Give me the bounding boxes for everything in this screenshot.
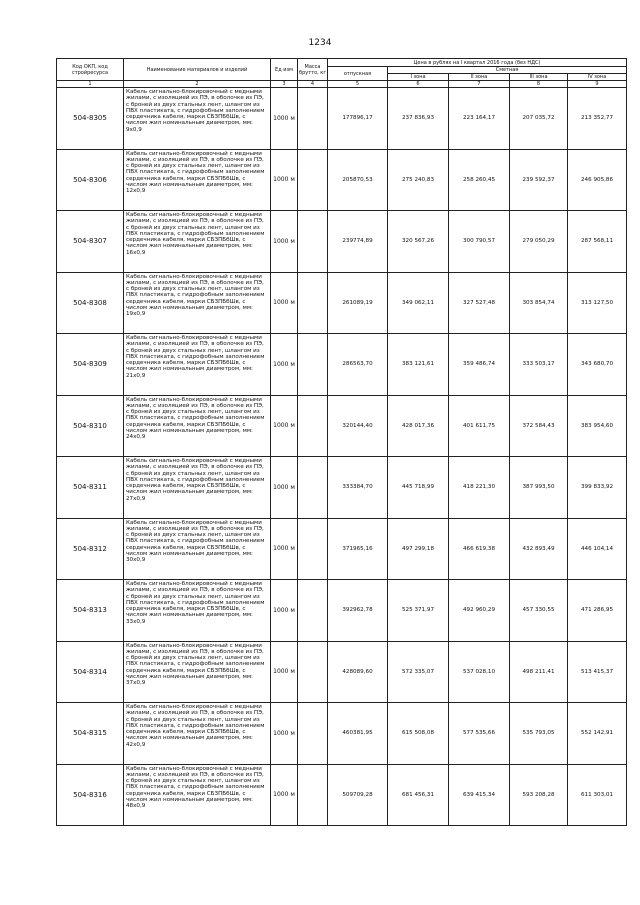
header-price-group: Цена в рублях на I квартал 2016 года (без НДС) bbox=[328, 59, 627, 67]
row-unit: 1000 м bbox=[271, 88, 298, 150]
row-unit: 1000 м bbox=[271, 149, 298, 211]
table-row bbox=[57, 88, 627, 150]
row-code: 504-8307 bbox=[57, 211, 124, 273]
row-mass bbox=[298, 580, 328, 642]
row-mass bbox=[298, 88, 328, 150]
col-number: 9 bbox=[568, 81, 627, 88]
table-row bbox=[57, 149, 627, 211]
col-number: 6 bbox=[388, 81, 449, 88]
table-row bbox=[57, 764, 627, 826]
row-name: Кабель сигнально-блокировочный с медными жилами, с изоляцией из ПЭ, в оболочке из ПЭ, с броней из двух стальных лент, шлангом из ПВХ пластиката, с гидрофобным заполнением сердечника кабеля, марки СБЗПБбШв, с числом жил номинальным диаметром, мм: 24х0,9 bbox=[124, 395, 271, 457]
row-code: 504-8316 bbox=[57, 764, 124, 826]
row-mass bbox=[298, 641, 328, 703]
row-name: Кабель сигнально-блокировочный с медными жилами, с изоляцией из ПЭ, в оболочке из ПЭ, с броней из двух стальных лент, шлангом из ПВХ пластиката, с гидрофобным заполнением сердечника кабеля, марки СБЗПБбШв, с числом жил номинальным диаметром, мм: 48х0,9 bbox=[124, 764, 271, 826]
col-number: 1 bbox=[57, 81, 124, 88]
row-release-price: 286563,70 bbox=[328, 334, 388, 396]
row-zone-2-price: 300 790,57 bbox=[449, 211, 510, 273]
row-code: 504-8309 bbox=[57, 334, 124, 396]
row-release-price: 320144,40 bbox=[328, 395, 388, 457]
row-zone-1-price: 525 371,97 bbox=[388, 580, 449, 642]
header-zone-4: IV зона bbox=[568, 74, 627, 81]
header-zone-3: III зона bbox=[510, 74, 568, 81]
row-zone-3-price: 279 050,29 bbox=[510, 211, 568, 273]
row-zone-3-price: 303 854,74 bbox=[510, 272, 568, 334]
row-mass bbox=[298, 457, 328, 519]
row-zone-4-price: 471 286,95 bbox=[568, 580, 627, 642]
row-zone-2-price: 418 221,30 bbox=[449, 457, 510, 519]
row-name: Кабель сигнально-блокировочный с медными жилами, с изоляцией из ПЭ, в оболочке из ПЭ, с броней из двух стальных лент, шлангом из ПВХ пластиката, с гидрофобным заполнением сердечника кабеля, марки СБЗПБбШв, с числом жил номинальным диаметром, мм: 19х0,9 bbox=[124, 272, 271, 334]
row-zone-3-price: 432 893,49 bbox=[510, 518, 568, 580]
row-zone-1-price: 497 299,18 bbox=[388, 518, 449, 580]
row-mass bbox=[298, 272, 328, 334]
row-zone-1-price: 572 335,07 bbox=[388, 641, 449, 703]
table-row bbox=[57, 703, 627, 765]
row-zone-3-price: 207 035,72 bbox=[510, 88, 568, 150]
row-code: 504-8315 bbox=[57, 703, 124, 765]
row-name: Кабель сигнально-блокировочный с медными жилами, с изоляцией из ПЭ, в оболочке из ПЭ, с броней из двух стальных лент, шлангом из ПВХ пластиката, с гидрофобным заполнением сердечника кабеля, марки СБЗПБбШв, с числом жил номинальным диаметром, мм: 12х0,9 bbox=[124, 149, 271, 211]
header-zone-2: II зона bbox=[449, 74, 510, 81]
row-zone-3-price: 372 584,43 bbox=[510, 395, 568, 457]
column-numbers-row bbox=[57, 81, 627, 88]
row-unit: 1000 м bbox=[271, 457, 298, 519]
row-zone-4-price: 246 905,86 bbox=[568, 149, 627, 211]
row-release-price: 205870,53 bbox=[328, 149, 388, 211]
row-zone-4-price: 287 568,11 bbox=[568, 211, 627, 273]
row-code: 504-8308 bbox=[57, 272, 124, 334]
row-zone-1-price: 320 567,26 bbox=[388, 211, 449, 273]
row-zone-2-price: 466 619,38 bbox=[449, 518, 510, 580]
row-zone-4-price: 513 415,37 bbox=[568, 641, 627, 703]
row-name: Кабель сигнально-блокировочный с медными жилами, с изоляцией из ПЭ, в оболочке из ПЭ, с броней из двух стальных лент, шлангом из ПВХ пластиката, с гидрофобным заполнением сердечника кабеля, марки СБЗПБбШв, с числом жил номинальным диаметром, мм: 9х0,9 bbox=[124, 88, 271, 150]
col-number: 3 bbox=[271, 81, 298, 88]
row-zone-3-price: 593 208,28 bbox=[510, 764, 568, 826]
row-zone-1-price: 275 240,83 bbox=[388, 149, 449, 211]
row-zone-4-price: 343 680,70 bbox=[568, 334, 627, 396]
row-mass bbox=[298, 518, 328, 580]
row-name: Кабель сигнально-блокировочный с медными жилами, с изоляцией из ПЭ, в оболочке из ПЭ, с броней из двух стальных лент, шлангом из ПВХ пластиката, с гидрофобным заполнением сердечника кабеля, марки СБЗПБбШв, с числом жил номинальным диаметром, мм: 21х0,9 bbox=[124, 334, 271, 396]
row-code: 504-8312 bbox=[57, 518, 124, 580]
row-zone-2-price: 537 028,10 bbox=[449, 641, 510, 703]
row-zone-1-price: 615 508,08 bbox=[388, 703, 449, 765]
row-zone-2-price: 223 164,17 bbox=[449, 88, 510, 150]
table-row bbox=[57, 580, 627, 642]
header-unit: Ед изм bbox=[271, 59, 298, 81]
row-zone-4-price: 399 833,92 bbox=[568, 457, 627, 519]
price-table bbox=[56, 58, 627, 826]
row-zone-2-price: 401 611,75 bbox=[449, 395, 510, 457]
row-unit: 1000 м bbox=[271, 703, 298, 765]
row-zone-4-price: 611 303,01 bbox=[568, 764, 627, 826]
row-mass bbox=[298, 149, 328, 211]
row-mass bbox=[298, 395, 328, 457]
header-code: Код ОКП, код стройресурса bbox=[57, 59, 124, 81]
row-zone-1-price: 681 456,31 bbox=[388, 764, 449, 826]
row-release-price: 333384,70 bbox=[328, 457, 388, 519]
row-zone-1-price: 445 718,99 bbox=[388, 457, 449, 519]
row-unit: 1000 м bbox=[271, 518, 298, 580]
table-row bbox=[57, 395, 627, 457]
row-zone-2-price: 258 260,45 bbox=[449, 149, 510, 211]
row-unit: 1000 м bbox=[271, 580, 298, 642]
row-zone-3-price: 333 503,17 bbox=[510, 334, 568, 396]
page-number: 1234 bbox=[308, 38, 332, 48]
row-zone-4-price: 313 127,50 bbox=[568, 272, 627, 334]
row-release-price: 509709,28 bbox=[328, 764, 388, 826]
table-row bbox=[57, 334, 627, 396]
row-zone-3-price: 457 330,55 bbox=[510, 580, 568, 642]
row-zone-1-price: 428 017,36 bbox=[388, 395, 449, 457]
col-number: 2 bbox=[124, 81, 271, 88]
header-name: Наименование материалов и изделий bbox=[124, 59, 271, 81]
row-name: Кабель сигнально-блокировочный с медными жилами, с изоляцией из ПЭ, в оболочке из ПЭ, с броней из двух стальных лент, шлангом из ПВХ пластиката, с гидрофобным заполнением сердечника кабеля, марки СБЗПБбШв, с числом жил номинальным диаметром, мм: 42х0,9 bbox=[124, 703, 271, 765]
row-name: Кабель сигнально-блокировочный с медными жилами, с изоляцией из ПЭ, в оболочке из ПЭ, с броней из двух стальных лент, шлангом из ПВХ пластиката, с гидрофобным заполнением сердечника кабеля, марки СБЗПБбШв, с числом жил номинальным диаметром, мм: 37х0,9 bbox=[124, 641, 271, 703]
table-row bbox=[57, 211, 627, 273]
row-zone-1-price: 349 062,11 bbox=[388, 272, 449, 334]
row-release-price: 428089,60 bbox=[328, 641, 388, 703]
row-zone-2-price: 359 486,74 bbox=[449, 334, 510, 396]
header-zone-1: I зона bbox=[388, 74, 449, 81]
row-unit: 1000 м bbox=[271, 334, 298, 396]
row-zone-3-price: 535 793,05 bbox=[510, 703, 568, 765]
row-name: Кабель сигнально-блокировочный с медными жилами, с изоляцией из ПЭ, в оболочке из ПЭ, с броней из двух стальных лент, шлангом из ПВХ пластиката, с гидрофобным заполнением сердечника кабеля, марки СБЗПБбШв, с числом жил номинальным диаметром, мм: 16х0,9 bbox=[124, 211, 271, 273]
row-mass bbox=[298, 334, 328, 396]
row-zone-4-price: 446 104,14 bbox=[568, 518, 627, 580]
row-zone-4-price: 552 142,91 bbox=[568, 703, 627, 765]
row-release-price: 392962,78 bbox=[328, 580, 388, 642]
table-row bbox=[57, 641, 627, 703]
row-zone-2-price: 492 960,29 bbox=[449, 580, 510, 642]
row-mass bbox=[298, 211, 328, 273]
header-estimate: Сметная bbox=[388, 67, 627, 74]
row-code: 504-8306 bbox=[57, 149, 124, 211]
row-code: 504-8305 bbox=[57, 88, 124, 150]
col-number: 8 bbox=[510, 81, 568, 88]
row-unit: 1000 м bbox=[271, 764, 298, 826]
row-unit: 1000 м bbox=[271, 641, 298, 703]
row-code: 504-8310 bbox=[57, 395, 124, 457]
row-zone-3-price: 498 211,41 bbox=[510, 641, 568, 703]
row-unit: 1000 м bbox=[271, 272, 298, 334]
row-name: Кабель сигнально-блокировочный с медными жилами, с изоляцией из ПЭ, в оболочке из ПЭ, с броней из двух стальных лент, шлангом из ПВХ пластиката, с гидрофобным заполнением сердечника кабеля, марки СБЗПБбШв, с числом жил номинальным диаметром, мм: 27х0,9 bbox=[124, 457, 271, 519]
row-zone-4-price: 383 954,60 bbox=[568, 395, 627, 457]
row-release-price: 460381,95 bbox=[328, 703, 388, 765]
row-zone-2-price: 577 535,66 bbox=[449, 703, 510, 765]
row-zone-2-price: 639 415,34 bbox=[449, 764, 510, 826]
table-row bbox=[57, 518, 627, 580]
row-mass bbox=[298, 703, 328, 765]
table-row bbox=[57, 272, 627, 334]
row-zone-2-price: 327 527,48 bbox=[449, 272, 510, 334]
row-name: Кабель сигнально-блокировочный с медными жилами, с изоляцией из ПЭ, в оболочке из ПЭ, с броней из двух стальных лент, шлангом из ПВХ пластиката, с гидрофобным заполнением сердечника кабеля, марки СБЗПБбШв, с числом жил номинальным диаметром, мм: 33х0,9 bbox=[124, 580, 271, 642]
row-zone-1-price: 383 121,61 bbox=[388, 334, 449, 396]
row-zone-1-price: 237 836,93 bbox=[388, 88, 449, 150]
col-number: 5 bbox=[328, 81, 388, 88]
table-body bbox=[57, 88, 627, 826]
row-zone-4-price: 213 352,77 bbox=[568, 88, 627, 150]
row-name: Кабель сигнально-блокировочный с медными жилами, с изоляцией из ПЭ, в оболочке из ПЭ, с броней из двух стальных лент, шлангом из ПВХ пластиката, с гидрофобным заполнением сердечника кабеля, марки СБЗПБбШв, с числом жил номинальным диаметром, мм: 30х0,9 bbox=[124, 518, 271, 580]
col-number: 7 bbox=[449, 81, 510, 88]
header-mass: Масса брутто, кг bbox=[298, 59, 328, 81]
row-code: 504-8314 bbox=[57, 641, 124, 703]
col-number: 4 bbox=[298, 81, 328, 88]
row-release-price: 371965,16 bbox=[328, 518, 388, 580]
row-code: 504-8311 bbox=[57, 457, 124, 519]
row-unit: 1000 м bbox=[271, 395, 298, 457]
row-zone-3-price: 387 993,50 bbox=[510, 457, 568, 519]
row-code: 504-8313 bbox=[57, 580, 124, 642]
row-mass bbox=[298, 764, 328, 826]
row-zone-3-price: 239 592,37 bbox=[510, 149, 568, 211]
row-release-price: 261089,19 bbox=[328, 272, 388, 334]
table-row bbox=[57, 457, 627, 519]
row-release-price: 239774,89 bbox=[328, 211, 388, 273]
row-unit: 1000 м bbox=[271, 211, 298, 273]
header-release: отпускная bbox=[328, 67, 388, 81]
row-release-price: 177896,17 bbox=[328, 88, 388, 150]
